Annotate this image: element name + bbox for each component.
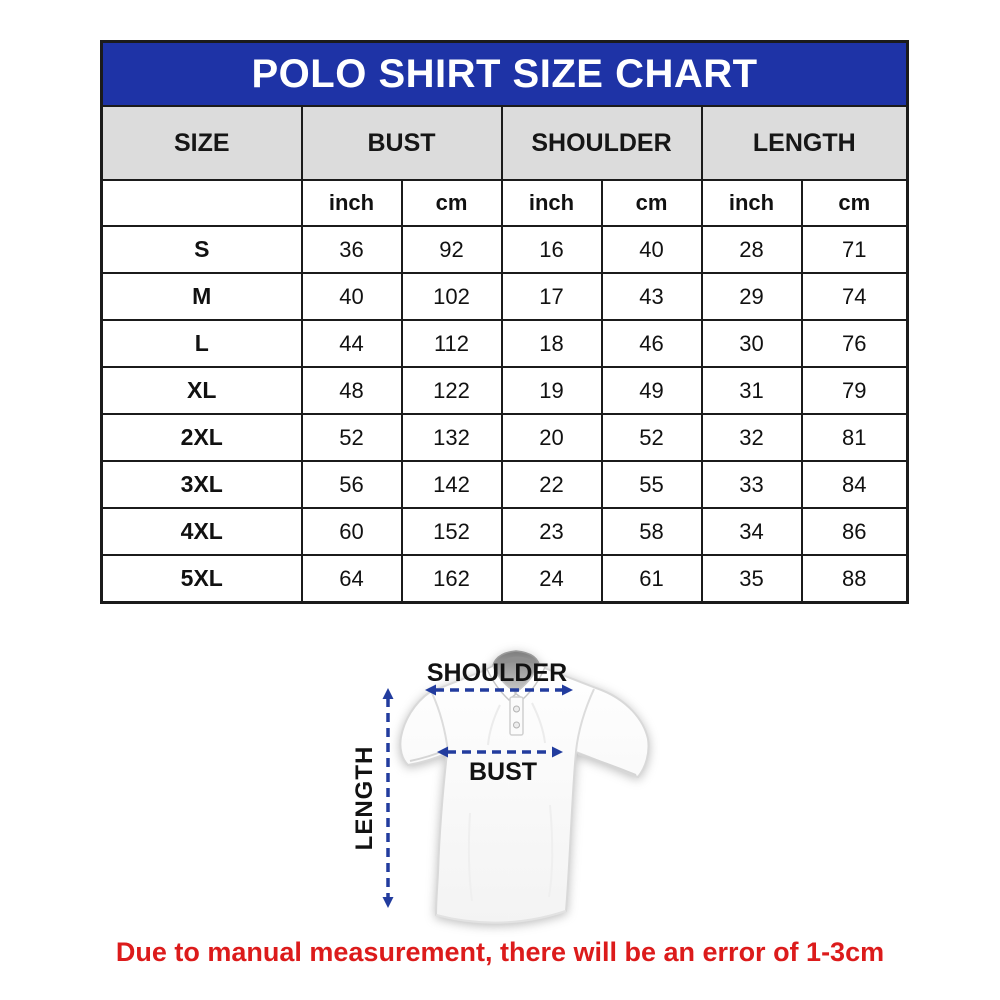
table-row-s bbox=[102, 226, 908, 273]
cell-value: 22 bbox=[502, 461, 602, 508]
bust-label: BUST bbox=[468, 758, 538, 786]
cell-value: 29 bbox=[702, 273, 802, 320]
cell-value: 132 bbox=[402, 414, 502, 461]
size-label: 3XL bbox=[102, 461, 302, 508]
measurement-error-note: Due to manual measurement, there will be an error of 1-3cm bbox=[115, 937, 885, 967]
chart-title: POLO SHIRT SIZE CHART bbox=[102, 42, 908, 107]
cell-value: 71 bbox=[802, 226, 908, 273]
table-row-4xl bbox=[102, 508, 908, 555]
cell-value: 24 bbox=[502, 555, 602, 603]
cell-value: 102 bbox=[402, 273, 502, 320]
cell-value: 40 bbox=[302, 273, 402, 320]
size-chart-table bbox=[100, 40, 909, 604]
unit-bust-inch: inch bbox=[302, 180, 402, 226]
cell-value: 152 bbox=[402, 508, 502, 555]
cell-value: 56 bbox=[302, 461, 402, 508]
length-measure-arrow bbox=[383, 688, 394, 908]
cell-value: 49 bbox=[602, 367, 702, 414]
size-label: 4XL bbox=[102, 508, 302, 555]
cell-value: 76 bbox=[802, 320, 908, 367]
cell-value: 88 bbox=[802, 555, 908, 603]
cell-value: 64 bbox=[302, 555, 402, 603]
size-label: S bbox=[102, 226, 302, 273]
length-label: LENGTH bbox=[351, 745, 378, 851]
unit-bust-cm: cm bbox=[402, 180, 502, 226]
unit-shoulder-inch: inch bbox=[502, 180, 602, 226]
table-row-3xl bbox=[102, 461, 908, 508]
col-header-shoulder: SHOULDER bbox=[502, 106, 702, 180]
cell-value: 30 bbox=[702, 320, 802, 367]
cell-value: 17 bbox=[502, 273, 602, 320]
unit-shoulder-cm: cm bbox=[602, 180, 702, 226]
cell-value: 44 bbox=[302, 320, 402, 367]
cell-value: 32 bbox=[702, 414, 802, 461]
size-label: M bbox=[102, 273, 302, 320]
cell-value: 79 bbox=[802, 367, 908, 414]
cell-value: 92 bbox=[402, 226, 502, 273]
table-row-xl bbox=[102, 367, 908, 414]
cell-value: 74 bbox=[802, 273, 908, 320]
cell-value: 46 bbox=[602, 320, 702, 367]
col-header-length: LENGTH bbox=[702, 106, 908, 180]
unit-length-cm: cm bbox=[802, 180, 908, 226]
cell-value: 36 bbox=[302, 226, 402, 273]
cell-value: 16 bbox=[502, 226, 602, 273]
cell-value: 40 bbox=[602, 226, 702, 273]
col-header-size: SIZE bbox=[102, 106, 302, 180]
table-row-2xl bbox=[102, 414, 908, 461]
cell-value: 19 bbox=[502, 367, 602, 414]
cell-value: 84 bbox=[802, 461, 908, 508]
shoulder-label: SHOULDER bbox=[426, 659, 568, 687]
cell-value: 61 bbox=[602, 555, 702, 603]
button-icon bbox=[514, 722, 520, 728]
cell-value: 112 bbox=[402, 320, 502, 367]
polo-shirt-body bbox=[400, 651, 648, 923]
cell-value: 35 bbox=[702, 555, 802, 603]
cell-value: 162 bbox=[402, 555, 502, 603]
cell-value: 34 bbox=[702, 508, 802, 555]
size-label: 5XL bbox=[102, 555, 302, 603]
cell-value: 60 bbox=[302, 508, 402, 555]
cell-value: 52 bbox=[302, 414, 402, 461]
cell-value: 142 bbox=[402, 461, 502, 508]
cell-value: 28 bbox=[702, 226, 802, 273]
cell-value: 23 bbox=[502, 508, 602, 555]
cell-value: 18 bbox=[502, 320, 602, 367]
size-label: L bbox=[102, 320, 302, 367]
size-label: XL bbox=[102, 367, 302, 414]
size-label: 2XL bbox=[102, 414, 302, 461]
cell-value: 43 bbox=[602, 273, 702, 320]
unit-length-inch: inch bbox=[702, 180, 802, 226]
placket bbox=[510, 697, 523, 735]
cell-value: 86 bbox=[802, 508, 908, 555]
cell-value: 31 bbox=[702, 367, 802, 414]
button-icon bbox=[514, 706, 520, 712]
cell-value: 33 bbox=[702, 461, 802, 508]
cell-value: 20 bbox=[502, 414, 602, 461]
polo-shirt-measurement-diagram bbox=[350, 633, 660, 943]
table-row-5xl bbox=[102, 555, 908, 603]
polo-shirt-illustration bbox=[350, 633, 660, 943]
cell-value: 81 bbox=[802, 414, 908, 461]
cell-value: 122 bbox=[402, 367, 502, 414]
cell-value: 55 bbox=[602, 461, 702, 508]
col-header-bust: BUST bbox=[302, 106, 502, 180]
table-row-l bbox=[102, 320, 908, 367]
cell-value: 48 bbox=[302, 367, 402, 414]
unit-spacer-cell bbox=[102, 180, 302, 226]
cell-value: 58 bbox=[602, 508, 702, 555]
cell-value: 52 bbox=[602, 414, 702, 461]
table-row-m bbox=[102, 273, 908, 320]
